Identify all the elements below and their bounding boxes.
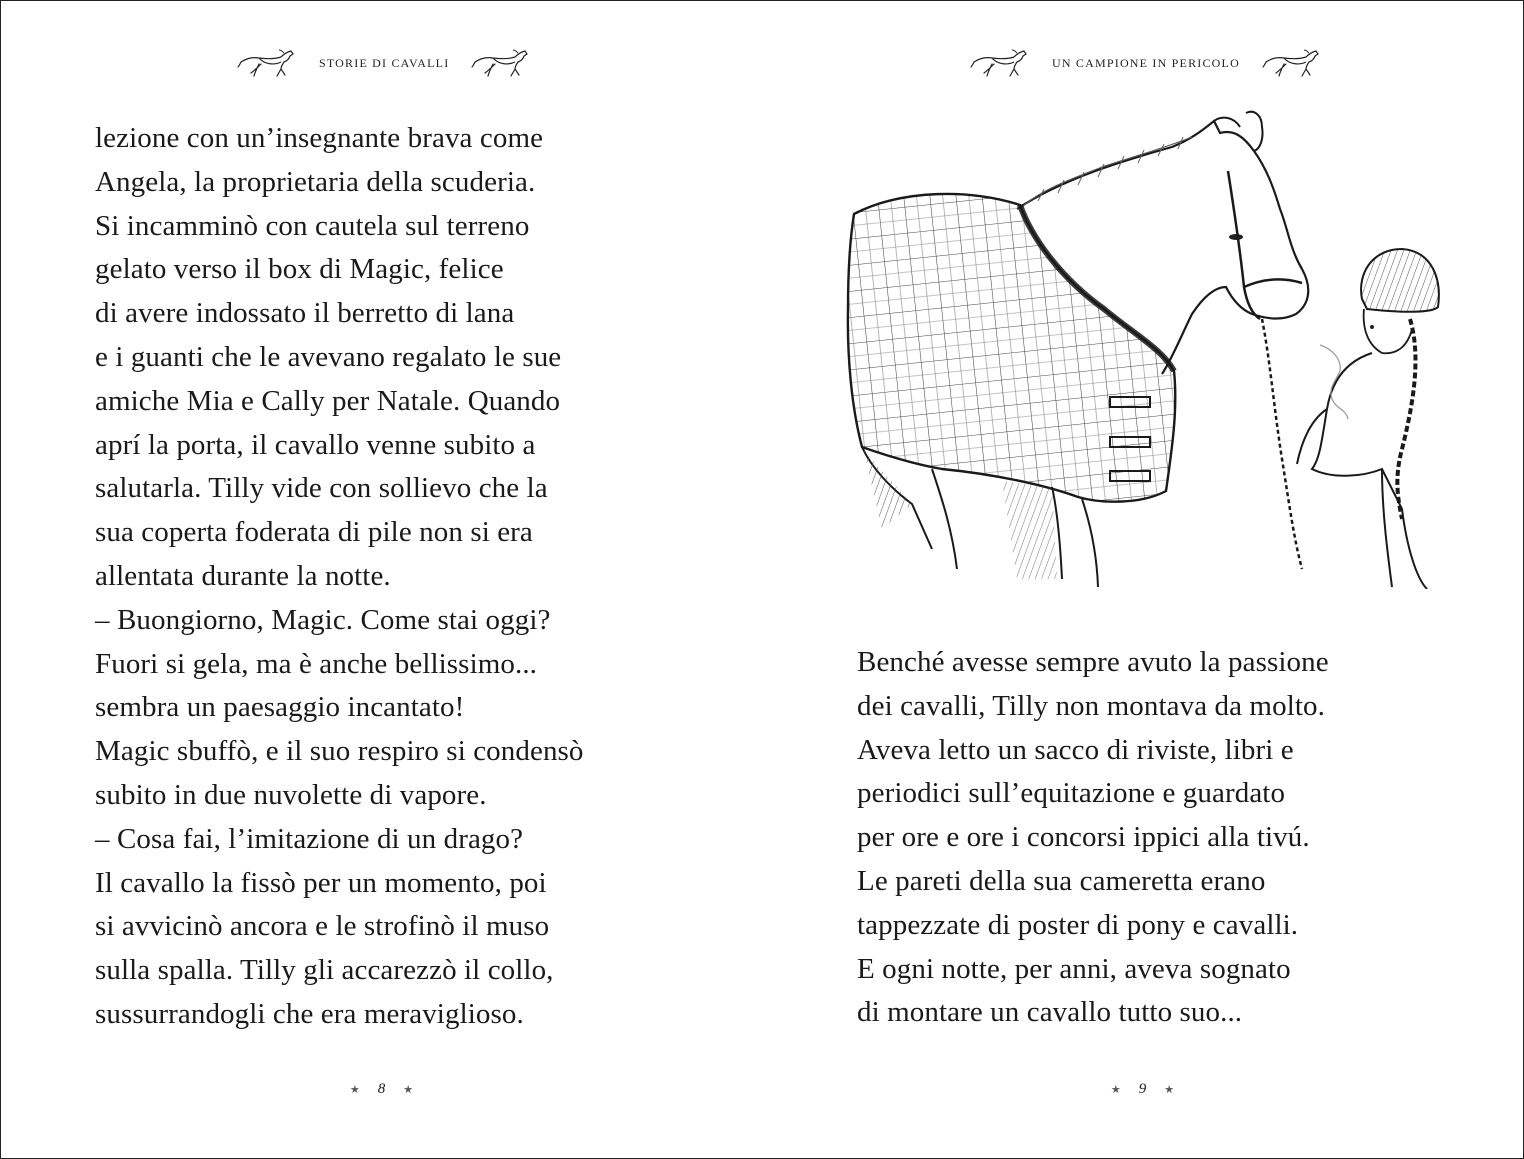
star-icon: ★ [403, 1084, 414, 1096]
text-line: – Cosa fai, l’imitazione di un drago? [95, 822, 524, 855]
right-running-head [970, 45, 1322, 81]
text-line: sussurrandogli che era meraviglioso. [95, 997, 524, 1030]
text-line: per ore e ore i concorsi ippici alla tivú. [857, 821, 1310, 854]
text-line: subito in due nuvolette di vapore. [95, 778, 487, 811]
text-line: e i guanti che le avevano regalato le sue [95, 340, 562, 373]
text-line: periodici sull’equitazione e guardato [857, 777, 1286, 810]
text-line: Le pareti della sua cameretta erano [857, 864, 1266, 897]
right-page-number [762, 1081, 1523, 1098]
running-head-title: UN CAMPIONE IN PERICOLO [1052, 55, 1240, 70]
left-page-number [1, 1081, 762, 1098]
right-body-text [857, 641, 1477, 1035]
right-page [762, 1, 1523, 1158]
galloping-horse-icon [970, 45, 1030, 81]
text-line: si avvicinò ancora e le strofinò il muso [95, 910, 550, 943]
star-icon: ★ [349, 1084, 360, 1096]
left-page [1, 1, 762, 1158]
galloping-horse-icon [237, 45, 297, 81]
galloping-horse-icon [1262, 45, 1322, 81]
text-line: dei cavalli, Tilly non montava da molto. [857, 689, 1325, 722]
horse-and-girl-illustration [842, 109, 1452, 589]
left-running-head [237, 45, 531, 81]
text-line: Si incamminò con cautela sul terreno [95, 209, 530, 242]
text-line: Benché avesse sempre avuto la passione [857, 646, 1329, 678]
page-number: 8 [377, 1081, 386, 1097]
running-head-title: STORIE DI CAVALLI [319, 55, 450, 70]
text-line: Il cavallo la fissò per un momento, poi [95, 866, 547, 899]
text-line: sua coperta foderata di pile non si era [95, 516, 533, 549]
text-line: sulla spalla. Tilly gli accarezzò il collo, [95, 954, 554, 987]
galloping-horse-icon [471, 45, 531, 81]
left-body-text [95, 117, 715, 1037]
text-line: E ogni notte, per anni, aveva sognato [857, 952, 1291, 985]
text-line: aprí la porta, il cavallo venne subito a [95, 428, 536, 461]
text-line: di avere indossato il berretto di lana [95, 297, 515, 330]
star-icon: ★ [1164, 1084, 1175, 1096]
text-line: – Buongiorno, Magic. Come stai oggi? [95, 603, 551, 636]
text-line: Angela, la proprietaria della scuderia. [95, 165, 536, 198]
text-line: allentata durante la notte. [95, 559, 391, 592]
text-line: gelato verso il box di Magic, felice [95, 253, 504, 286]
text-line: lezione con un’insegnante brava come [95, 122, 544, 154]
text-line: Aveva letto un sacco di riviste, libri e [857, 733, 1294, 766]
page-number: 9 [1138, 1081, 1147, 1097]
text-line: Fuori si gela, ma è anche bellissimo... [95, 647, 538, 680]
text-line: tappezzate di poster di pony e cavalli. [857, 908, 1299, 941]
text-line: di montare un cavallo tutto suo... [857, 996, 1243, 1029]
star-icon: ★ [1110, 1084, 1121, 1096]
text-line: Magic sbuffò, e il suo respiro si condensò [95, 735, 584, 768]
text-line: sembra un paesaggio incantato! [95, 691, 465, 724]
text-line: amiche Mia e Cally per Natale. Quando [95, 384, 561, 417]
text-line: salutarla. Tilly vide con sollievo che la [95, 472, 548, 505]
